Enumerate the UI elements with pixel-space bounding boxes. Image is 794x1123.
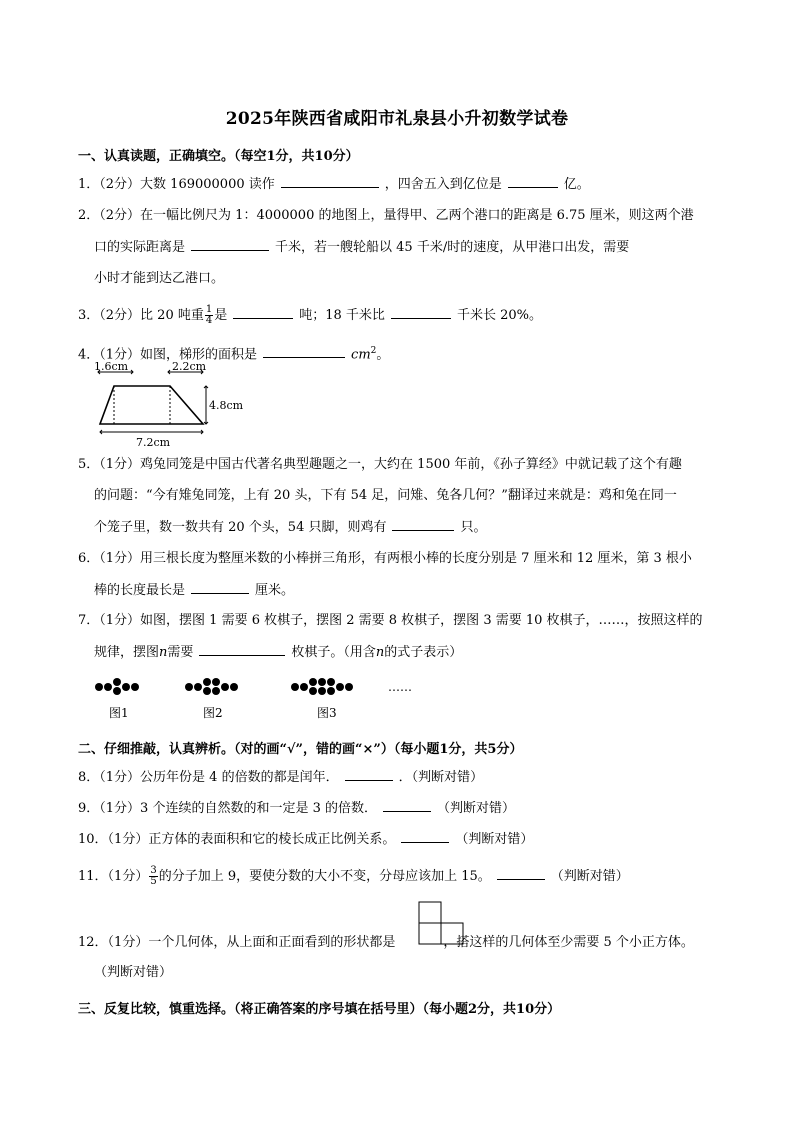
height-label: 4.8cm [209, 399, 244, 412]
question-7-line-2 [94, 643, 462, 662]
q10-text-a: 10．（1分）正方体的表面积和它的棱长成正比例关系。 [78, 832, 396, 847]
q8-text-a: 8．（1分）公历年份是 4 的倍数的都是闰年． [78, 770, 339, 785]
question-11 [78, 866, 629, 887]
q12-text-b: ，搭这样的几何体至少需要 5 个小正方体。 [443, 935, 694, 950]
question-5-line-3 [94, 518, 487, 537]
figure-2-label: 图2 [203, 706, 223, 720]
question-2-line-1: 2．（2分）在一幅比例尺为 1：4000000 的地图上，量得甲、乙两个港口的距离是 6.75 厘米，则这两个港 [78, 208, 694, 223]
question-5-line-1: 5．（1分）鸡兔同笼是中国古代著名典型趣题之一，大约在 1500 年前，《孙子算经》中就记载了这个有趣 [78, 457, 682, 472]
q3-text-c: 吨；18 千米比 [299, 308, 385, 323]
question-2-line-2 [94, 238, 629, 257]
section-1-heading: 一、认真读题，正确填空。（每空1分，共10分） [78, 149, 359, 164]
question-9 [78, 799, 515, 818]
q7-text-b: 需要 [167, 645, 194, 660]
question-2-line-3: 小时才能到达乙港口。 [94, 271, 225, 286]
q4-end: 。 [376, 347, 390, 363]
question-5-line-2: 的问题：“今有雉兔同笼，上有 20 头，下有 54 足，问雉、兔各几何？”翻译过来就是：鸡和兔在同一 [94, 488, 677, 503]
q6-blank [191, 581, 249, 594]
q8-blank [345, 768, 393, 781]
q7-text-d: 的式子表示） [384, 645, 463, 660]
q2-blank-1 [191, 238, 269, 251]
section-3-heading: 三、反复比较，慎重选择。（将正确答案的序号填在括号里）（每小题2分，共10分） [78, 1002, 561, 1017]
q1-blank-1 [281, 175, 379, 188]
page-title: 2025年陕西省咸阳市礼泉县小升初数学试卷 [225, 109, 569, 129]
q1-text-b: ，四舍五入到亿位是 [384, 177, 502, 192]
section-2-heading: 二、仔细推敲，认真辨析。（对的画“√”，错的画“×”）（每小题1分，共5分） [78, 742, 523, 757]
q3-text-a: 3．（2分）比 20 吨重 [78, 308, 204, 323]
q11-numerator: 3 [150, 865, 157, 876]
q9-blank [383, 799, 431, 812]
q5-text-a: 个笼子里，数一数共有 20 个头，54 只脚，则鸡有 [94, 520, 387, 535]
q2-text-a: 口的实际距离是 [94, 240, 186, 255]
q8-text-b: ．（判断对错） [398, 770, 484, 785]
q9-text-b: （判断对错） [436, 801, 515, 816]
figure-3-pieces [291, 678, 353, 695]
question-6-line-2 [94, 581, 294, 600]
q3-text-b: 是 [214, 308, 228, 323]
question-1 [78, 175, 590, 194]
q7-variable-2: n [375, 645, 385, 660]
bottom-label: 7.2cm [136, 436, 171, 449]
q3-fraction [205, 305, 213, 326]
ellipsis: …… [388, 680, 412, 694]
q7-text-a: 规律，摆图 [94, 645, 160, 660]
q10-text-b: （判断对错） [455, 832, 534, 847]
figure-1-pieces [95, 678, 139, 695]
cube-view-figure [417, 900, 465, 946]
q11-prefix: 11．（1分） [78, 869, 149, 884]
question-4 [78, 342, 389, 364]
figure-2-pieces [185, 678, 238, 695]
cube-square-bottom-left [419, 923, 441, 944]
q3-blank-1 [233, 306, 293, 319]
q2-text-b: 千米，若一艘轮船以 45 千米/时的速度，从甲港口出发，需要 [275, 240, 630, 255]
figure-3-label: 图3 [317, 706, 337, 720]
question-12-line-1 [78, 934, 694, 952]
q3-blank-2 [391, 306, 451, 319]
q7-blank [199, 643, 285, 656]
q4-unit-exponent: 2 [370, 346, 377, 356]
cube-square-top [419, 902, 441, 923]
q4-unit: cm [351, 347, 371, 363]
question-7-line-1: 7．（1分）如图，摆图 1 需要 6 枚棋子，摆图 2 需要 8 枚棋子，摆图 3 需要 10 枚棋子，……，按照这样的 [78, 613, 703, 628]
question-12-line-2: （判断对错） [94, 965, 173, 980]
question-10 [78, 830, 533, 849]
trapezoid-figure [88, 362, 258, 452]
q11-blank [497, 867, 545, 880]
figure-1-label: 图1 [109, 706, 129, 720]
q11-denominator: 5 [150, 876, 157, 887]
chess-pieces-figure [88, 672, 428, 722]
q1-text-a: 1．（2分）大数 169000000 读作 [78, 177, 275, 192]
q3-numerator: 1 [205, 304, 213, 315]
q5-text-b: 只。 [460, 520, 487, 535]
q6-text-a: 棒的长度最长是 [94, 583, 186, 598]
q4-text: 4．（1分）如图，梯形的面积是 [78, 347, 258, 363]
q3-denominator: 4 [205, 315, 213, 326]
trapezoid-shape [100, 386, 203, 424]
q11-text-a: 的分子加上 9，要使分数的大小不变，分母应该加上 15。 [158, 869, 491, 884]
q12-text-a: 12．（1分）一个几何体，从上面和正面看到的形状都是 [78, 935, 396, 950]
top-right-label: 2.2cm [172, 362, 207, 373]
top-left-label: 1.6cm [94, 362, 129, 373]
q7-variable: n [159, 645, 168, 660]
q1-text-c: 亿。 [563, 177, 590, 192]
q6-text-b: 厘米。 [255, 583, 295, 598]
q10-blank [401, 830, 449, 843]
question-6-line-1: 6．（1分）用三根长度为整厘米数的小棒拼三角形，有两根小棒的长度分别是 7 厘米和 12 厘米，第 3 根小 [78, 551, 692, 566]
q3-text-d: 千米长 20%。 [456, 308, 542, 323]
q1-blank-2 [508, 175, 558, 188]
q9-text-a: 9．（1分）3 个连续的自然数的和一定是 3 的倍数． [78, 801, 377, 816]
q5-blank [392, 518, 454, 531]
q4-blank [263, 345, 345, 358]
q11-fraction [149, 866, 157, 887]
question-8 [78, 768, 483, 787]
cube-square-bottom-right [441, 923, 463, 944]
q11-text-b: （判断对错） [550, 869, 629, 884]
q7-text-c: 枚棋子。（用含 [291, 645, 376, 660]
question-3 [78, 305, 542, 326]
